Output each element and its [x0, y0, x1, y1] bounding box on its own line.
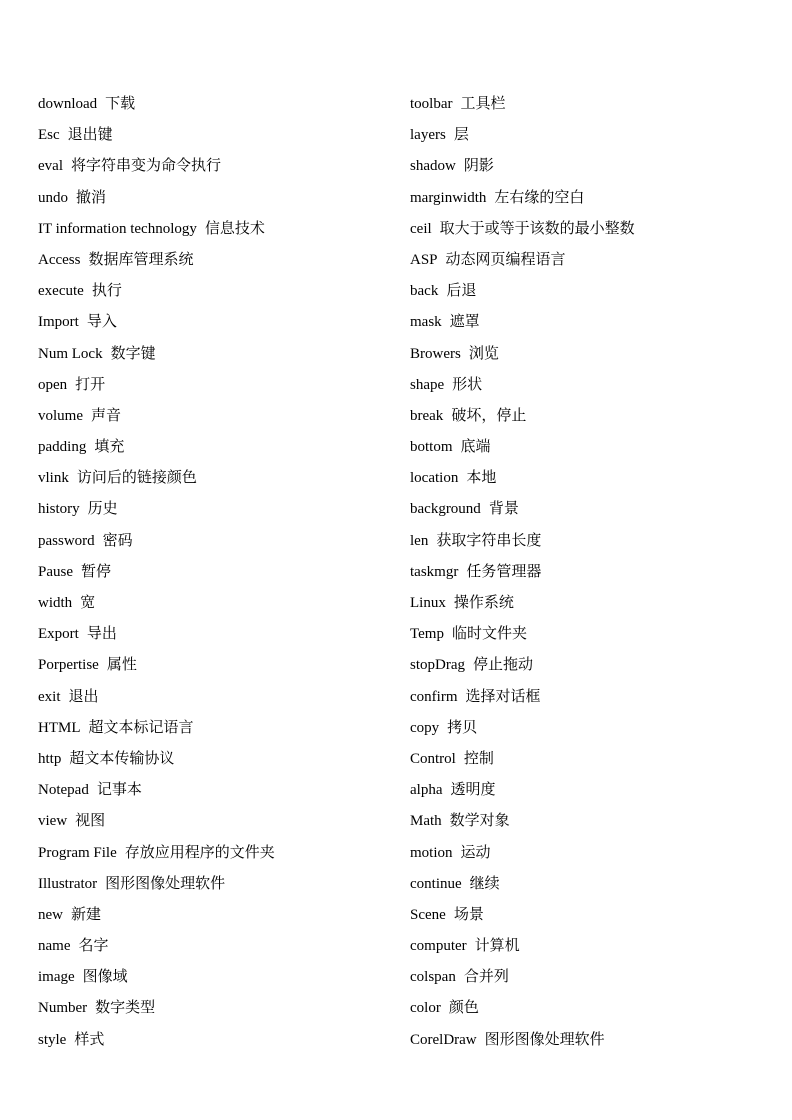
glossary-entry: [38, 557, 398, 588]
glossary-meaning: 宽: [80, 595, 96, 611]
glossary-entry: [38, 183, 398, 214]
glossary-entry: [38, 526, 398, 557]
glossary-meaning: 透明度: [450, 782, 496, 799]
glossary-term: name: [38, 938, 71, 955]
glossary-term: break: [410, 407, 444, 424]
glossary-term: Linux: [410, 595, 446, 611]
glossary-meaning: 取大于或等于该数的最小整数: [439, 220, 635, 237]
glossary-term: ceil: [410, 220, 432, 237]
glossary-meaning: 操作系统: [453, 595, 514, 611]
glossary-term: width: [38, 595, 73, 611]
glossary-meaning: 形状: [452, 376, 483, 393]
glossary-meaning: 存放应用程序的文件夹: [124, 844, 275, 861]
glossary-term: execute: [38, 283, 84, 300]
glossary-meaning: 将字符串变为命令执行: [70, 158, 221, 175]
glossary-entry: [38, 120, 398, 151]
glossary-term: Scene: [410, 906, 446, 923]
glossary-entry: [38, 307, 398, 338]
glossary-meaning: 声音: [91, 407, 122, 424]
glossary-term: eval: [38, 158, 63, 175]
glossary-meaning: 记事本: [96, 782, 142, 799]
glossary-entry: [410, 463, 780, 494]
glossary-term: stopDrag: [410, 657, 465, 674]
glossary-term: Control: [410, 750, 456, 767]
glossary-entry: [410, 432, 780, 463]
glossary-entry: [38, 1025, 398, 1056]
glossary-meaning: 破坏，停止: [451, 407, 527, 424]
glossary-meaning: 合并列: [463, 969, 509, 986]
glossary-term: Temp: [410, 626, 444, 643]
glossary-meaning: 工具栏: [460, 96, 506, 112]
glossary-meaning: 继续: [469, 875, 500, 892]
glossary-meaning: 数据库管理系统: [88, 251, 194, 268]
glossary-term: http: [38, 750, 62, 767]
glossary-entry: [410, 1025, 780, 1056]
glossary-term: continue: [410, 875, 462, 892]
glossary-meaning: 历史: [87, 501, 118, 518]
glossary-meaning: 左右缘的空白: [494, 189, 585, 206]
glossary-term: view: [38, 813, 68, 830]
glossary-entry: [410, 650, 780, 681]
glossary-term: colspan: [410, 969, 456, 986]
glossary-term: confirm: [410, 688, 458, 705]
glossary-meaning: 下载: [105, 96, 136, 112]
glossary-entry: [38, 494, 398, 525]
glossary-term: alpha: [410, 782, 443, 799]
glossary-term: padding: [38, 439, 87, 456]
glossary-entry: [410, 931, 780, 962]
glossary-meaning: 导入: [86, 314, 117, 331]
glossary-term: Math: [410, 813, 442, 830]
glossary-term: download: [38, 96, 98, 112]
glossary-entry: [38, 744, 398, 775]
glossary-meaning: 本地: [466, 470, 497, 487]
glossary-term: Browers: [410, 345, 461, 362]
glossary-term: color: [410, 1000, 441, 1017]
glossary-entry: [410, 682, 780, 713]
glossary-term: Esc: [38, 127, 60, 144]
glossary-term: Illustrator: [38, 875, 98, 892]
glossary-entry: [38, 588, 398, 619]
glossary-entry: [38, 900, 398, 931]
glossary-term: exit: [38, 688, 61, 705]
glossary-meaning: 获取字符串长度: [436, 532, 542, 549]
glossary-entry: [410, 900, 780, 931]
glossary-meaning: 图形图像处理软件: [105, 875, 226, 892]
glossary-meaning: 打开: [75, 376, 106, 393]
glossary-meaning: 浏览: [468, 345, 499, 362]
glossary-term: computer: [410, 938, 467, 955]
glossary-entry: [38, 401, 398, 432]
glossary-term: layers: [410, 127, 446, 144]
glossary-meaning: 遮罩: [449, 314, 480, 331]
glossary-term: Access: [38, 251, 81, 268]
glossary-meaning: 新建: [71, 906, 102, 923]
glossary-meaning: 撤消: [76, 189, 107, 206]
glossary-term: location: [410, 470, 459, 487]
glossary-meaning: 计算机: [474, 938, 520, 955]
glossary-entry: [38, 838, 398, 869]
glossary-meaning: 密码: [102, 532, 133, 549]
glossary-term: image: [38, 969, 75, 986]
glossary-term: Number: [38, 1000, 88, 1017]
glossary-term: password: [38, 532, 95, 549]
glossary-term: Notepad: [38, 782, 89, 799]
glossary-meaning: 运动: [460, 844, 491, 861]
glossary-term: IT information technology: [38, 220, 197, 237]
glossary-term: motion: [410, 844, 453, 861]
glossary-entry: [38, 962, 398, 993]
glossary-entry: [410, 401, 780, 432]
glossary-entry: [410, 307, 780, 338]
glossary-term: shape: [410, 376, 445, 393]
glossary-entry: [410, 89, 780, 120]
glossary-meaning: 层: [453, 127, 469, 144]
glossary-term: ASP: [410, 251, 438, 268]
glossary-entry: [38, 432, 398, 463]
glossary-term: vlink: [38, 470, 69, 487]
glossary-meaning: 名字: [78, 938, 109, 955]
glossary-term: marginwidth: [410, 189, 487, 206]
glossary-term: new: [38, 906, 63, 923]
glossary-term: Pause: [38, 563, 73, 580]
glossary-meaning: 背景: [488, 501, 519, 518]
glossary-meaning: 任务管理器: [466, 563, 542, 580]
glossary-entry: [410, 713, 780, 744]
glossary-meaning: 视图: [75, 813, 106, 830]
glossary-entry: [38, 89, 398, 120]
glossary-meaning: 临时文件夹: [451, 626, 527, 643]
glossary-term: mask: [410, 314, 442, 331]
glossary-entry: [410, 838, 780, 869]
glossary-term: Export: [38, 626, 79, 643]
glossary-entry: [38, 276, 398, 307]
glossary-meaning: 阴影: [463, 158, 494, 175]
glossary-term: len: [410, 532, 429, 549]
glossary-term: back: [410, 283, 439, 300]
glossary-entry: [410, 494, 780, 525]
glossary-meaning: 访问后的链接颜色: [76, 470, 197, 487]
glossary-meaning: 超文本标记语言: [88, 719, 194, 736]
glossary-meaning: 填充: [94, 439, 125, 456]
glossary-entry: [410, 370, 780, 401]
glossary-entry: [410, 245, 780, 276]
glossary-entry: [38, 339, 398, 370]
glossary-term: volume: [38, 407, 83, 424]
glossary-term: Program File: [38, 844, 117, 861]
glossary-meaning: 图像域: [82, 969, 128, 986]
glossary-entry: [38, 682, 398, 713]
glossary-term: taskmgr: [410, 563, 459, 580]
glossary-entry: [38, 214, 398, 245]
glossary-meaning: 退出: [68, 688, 99, 705]
glossary-meaning: 控制: [463, 750, 494, 767]
glossary-entry: [410, 214, 780, 245]
glossary-meaning: 图形图像处理软件: [484, 1031, 605, 1048]
glossary-entry: [38, 993, 398, 1024]
glossary-meaning: 数字键: [110, 345, 156, 362]
glossary-entry: [410, 120, 780, 151]
glossary-term: bottom: [410, 439, 453, 456]
glossary-entry: [38, 151, 398, 182]
glossary-term: CorelDraw: [410, 1031, 477, 1048]
glossary-term: copy: [410, 719, 440, 736]
glossary-term: toolbar: [410, 96, 453, 112]
glossary-entry: [38, 619, 398, 650]
glossary-entry: [38, 370, 398, 401]
glossary-term: undo: [38, 189, 68, 206]
glossary-term: Porpertise: [38, 657, 99, 674]
glossary-meaning: 超文本传输协议: [69, 750, 175, 767]
glossary-term: Import: [38, 314, 79, 331]
glossary-meaning: 样式: [74, 1031, 105, 1048]
glossary-meaning: 导出: [86, 626, 117, 643]
glossary-term: shadow: [410, 158, 456, 175]
glossary-entry: [38, 931, 398, 962]
glossary-entry: [38, 650, 398, 681]
glossary-meaning: 数字类型: [95, 1000, 156, 1017]
glossary-term: open: [38, 376, 68, 393]
glossary-entry: [38, 869, 398, 900]
glossary-entry: [410, 775, 780, 806]
glossary-right-column: [410, 89, 780, 1056]
glossary-entry: [410, 557, 780, 588]
glossary-meaning: 信息技术: [204, 220, 265, 237]
glossary-meaning: 底端: [460, 439, 491, 456]
glossary-entry: [410, 526, 780, 557]
glossary-meaning: 颜色: [448, 1000, 479, 1017]
glossary-term: background: [410, 501, 481, 518]
glossary-entry: [38, 775, 398, 806]
glossary-term: Num Lock: [38, 345, 103, 362]
glossary-meaning: 后退: [446, 283, 477, 300]
glossary-entry: [410, 806, 780, 837]
glossary-entry: [38, 713, 398, 744]
glossary-entry: [410, 744, 780, 775]
glossary-entry: [38, 806, 398, 837]
glossary-entry: [410, 183, 780, 214]
glossary-meaning: 动态网页编程语言: [445, 251, 566, 268]
glossary-entry: [410, 339, 780, 370]
glossary-meaning: 选择对话框: [465, 688, 541, 705]
glossary-entry: [410, 588, 780, 619]
glossary-term: style: [38, 1031, 67, 1048]
glossary-entry: [410, 276, 780, 307]
glossary-left-column: [38, 89, 398, 1056]
glossary-entry: [38, 245, 398, 276]
glossary-entry: [410, 869, 780, 900]
glossary-meaning: 停止拖动: [473, 657, 534, 674]
glossary-entry: [410, 962, 780, 993]
glossary-meaning: 执行: [91, 283, 122, 300]
glossary-entry: [410, 993, 780, 1024]
glossary-meaning: 场景: [453, 906, 484, 923]
glossary-entry: [38, 463, 398, 494]
glossary-entry: [410, 619, 780, 650]
glossary-meaning: 退出键: [67, 127, 113, 144]
glossary-meaning: 暂停: [81, 563, 112, 580]
glossary-entry: [410, 151, 780, 182]
glossary-meaning: 拷贝: [447, 719, 478, 736]
glossary-meaning: 属性: [106, 657, 137, 674]
glossary-meaning: 数学对象: [449, 813, 510, 830]
glossary-term: history: [38, 501, 80, 518]
glossary-term: HTML: [38, 719, 81, 736]
